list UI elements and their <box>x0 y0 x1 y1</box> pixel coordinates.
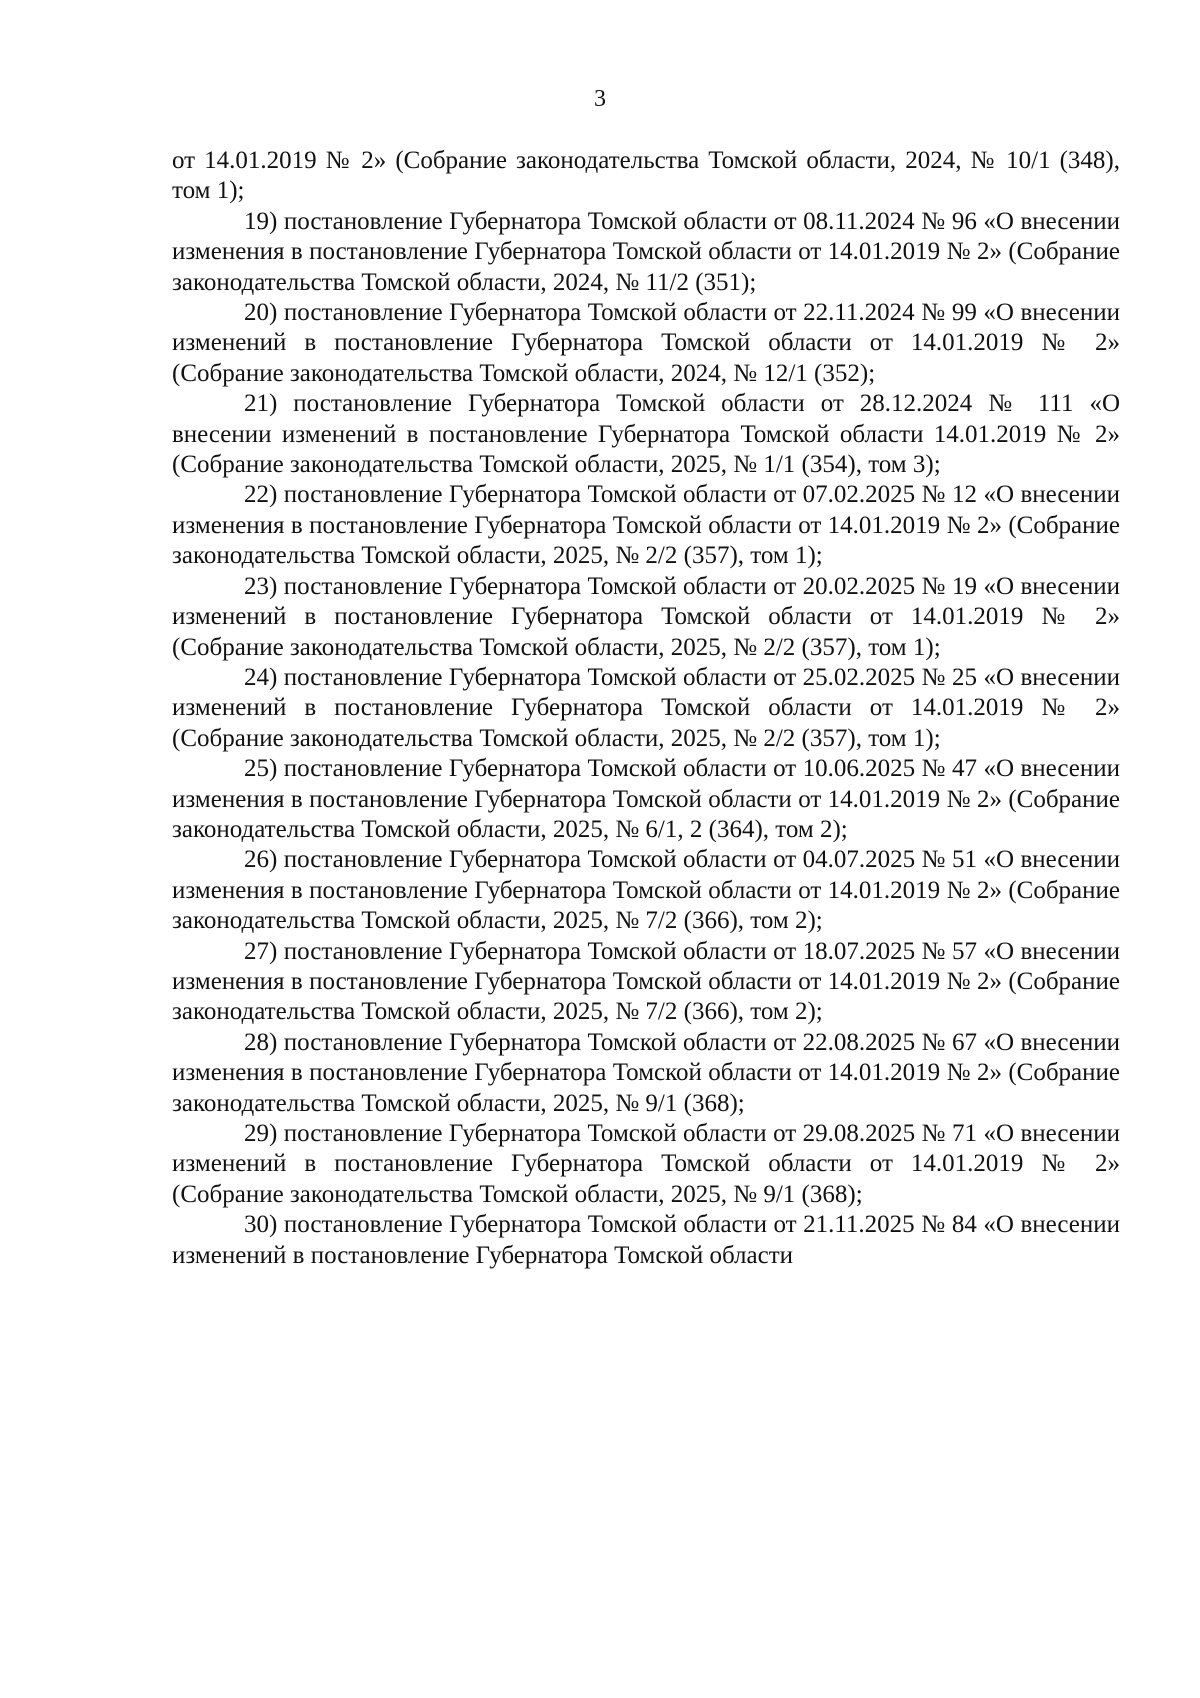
list-item-29: 29) постановление Губернатора Томской области от 29.08.2025 № 71 «О внесении изменений в постановление Губернатора Томской области от 14.01.2019 № 2» (Собрание законодательства Томской области, 2025, № 9/1 (368); <box>172 1120 1120 1208</box>
list-item-30: 30) постановление Губернатора Томской области от 21.11.2025 № 84 «О внесении изменений в постановление Губернатора Томской области <box>172 1211 1120 1269</box>
list-item-20: 20) постановление Губернатора Томской области от 22.11.2024 № 99 «О внесении изменений в постановление Губернатора Томской области от 14.01.2019 № 2» (Собрание законодательства Томской области, 2024, № 12/1 (352); <box>172 299 1120 387</box>
list-item-continuation: от 14.01.2019 № 2» (Собрание законодательства Томской области, 2024, № 10/1 (348), том 1); <box>172 147 1120 205</box>
document-body <box>172 146 1120 1271</box>
page-number: 3 <box>594 86 606 112</box>
list-item-26: 26) постановление Губернатора Томской области от 04.07.2025 № 51 «О внесении изменения в постановление Губернатора Томской области от 14.01.2019 № 2» (Собрание законодательства Томской области, 2025, № 7/2 (366), том 2); <box>172 846 1120 935</box>
list-item-19: 19) постановление Губернатора Томской области от 08.11.2024 № 96 «О внесении изменения в постановление Губернатора Томской области от 14.01.2019 № 2» (Собрание законодательства Томской области, 2024, № 11/2 (351); <box>172 207 1120 296</box>
list-item-28: 28) постановление Губернатора Томской области от 22.08.2025 № 67 «О внесении изменения в постановление Губернатора Томской области от 14.01.2019 № 2» (Собрание законодательства Томской области, 2025, № 9/1 (368); <box>172 1028 1120 1117</box>
list-item-23: 23) постановление Губернатора Томской области от 20.02.2025 № 19 «О внесении изменений в постановление Губернатора Томской области от 14.01.2019 № 2» (Собрание законодательства Томской области, 2025, № 2/2 (357), том 1); <box>172 572 1120 661</box>
list-item-22: 22) постановление Губернатора Томской области от 07.02.2025 № 12 «О внесении изменения в постановление Губернатора Томской области от 14.01.2019 № 2» (Собрание законодательства Томской области, 2025, № 2/2 (357), том 1); <box>172 481 1120 570</box>
list-item-27: 27) постановление Губернатора Томской области от 18.07.2025 № 57 «О внесении изменения в постановление Губернатора Томской области от 14.01.2019 № 2» (Собрание законодательства Томской области, 2025, № 7/2 (366), том 2); <box>172 937 1120 1026</box>
list-item-25: 25) постановление Губернатора Томской области от 10.06.2025 № 47 «О внесении изменения в постановление Губернатора Томской области от 14.01.2019 № 2» (Собрание законодательства Томской области, 2025, № 6/1, 2 (364), том 2); <box>172 755 1120 843</box>
list-item-21: 21) постановление Губернатора Томской области от 28.12.2024 № 111 «О внесении изменений в постановление Губернатора Томской области 14.01.2019 № 2» (Собрание законодательства Томской области, 2025, № 1/1 (354), том 3); <box>172 390 1120 479</box>
list-item-24: 24) постановление Губернатора Томской области от 25.02.2025 № 25 «О внесении изменений в постановление Губернатора Томской области от 14.01.2019 № 2» (Собрание законодательства Томской области, 2025, № 2/2 (357), том 1); <box>172 663 1120 752</box>
